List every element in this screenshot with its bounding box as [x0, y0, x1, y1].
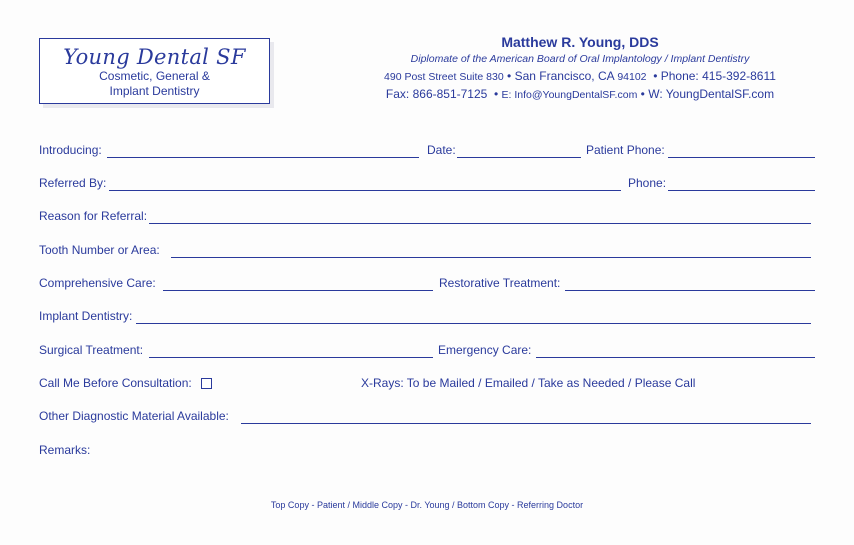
phone-label: Phone:: [628, 176, 667, 190]
phone-field[interactable]: [668, 190, 815, 191]
introducing-field[interactable]: [107, 157, 419, 158]
date-field[interactable]: [457, 157, 581, 158]
tooth-field[interactable]: [171, 257, 811, 258]
reason-label: Reason for Referral:: [39, 209, 148, 223]
surgical-treatment-field[interactable]: [149, 357, 433, 358]
call-me-label: Call Me Before Consultation:: [39, 376, 192, 390]
surgical-treatment-label: Surgical Treatment:: [39, 343, 144, 357]
address-line: [370, 68, 790, 86]
logo-tagline-2: Implant Dentistry: [109, 84, 200, 98]
logo-box: [39, 38, 270, 104]
comprehensive-care-label: Comprehensive Care:: [39, 276, 156, 290]
call-me-checkbox[interactable]: [201, 378, 212, 389]
street-address: 490 Post Street Suite 830: [384, 71, 504, 83]
fax-number: Fax: 866-851-7125: [385, 87, 488, 101]
form-row-comprehensive: [39, 276, 819, 294]
introducing-label: Introducing:: [39, 143, 102, 157]
doctor-name: Matthew R. Young, DDS: [501, 34, 659, 50]
form-row-remarks: [39, 443, 819, 461]
logo-tagline-1: Cosmetic, General &: [99, 69, 210, 83]
bullet-separator: •: [507, 69, 512, 83]
patient-phone-label: Patient Phone:: [586, 143, 665, 157]
diploma-line: Diplomate of the American Board of Oral Implantology / Implant Dentistry: [410, 53, 750, 65]
emergency-care-label: Emergency Care:: [438, 343, 532, 357]
logo-name: Young Dental SF: [63, 45, 246, 69]
other-diagnostic-field[interactable]: [241, 423, 811, 424]
implant-dentistry-field[interactable]: [136, 323, 811, 324]
date-label: Date:: [427, 143, 456, 157]
bullet-separator: •: [653, 69, 658, 83]
form-row-call-me: [39, 376, 819, 394]
form-row-reason: [39, 209, 819, 227]
emergency-care-field[interactable]: [536, 357, 815, 358]
bullet-separator: •: [494, 87, 499, 101]
restorative-treatment-field[interactable]: [565, 290, 815, 291]
form-row-implant: [39, 309, 819, 327]
city-state: San Francisco, CA: [514, 69, 614, 83]
xrays-text: X-Rays: To be Mailed / Emailed / Take as Needed / Please Call: [361, 376, 696, 390]
phone-number: Phone: 415-392-8611: [660, 69, 776, 83]
bullet-separator: •: [640, 87, 645, 101]
zip-code: 94102: [617, 71, 647, 83]
restorative-treatment-label: Restorative Treatment:: [439, 276, 561, 290]
other-diagnostic-label: Other Diagnostic Material Available:: [39, 409, 229, 423]
comprehensive-care-field[interactable]: [163, 290, 433, 291]
form-row-introducing: [39, 143, 819, 161]
tooth-label: Tooth Number or Area:: [39, 243, 160, 257]
implant-dentistry-label: Implant Dentistry:: [39, 309, 133, 323]
website: W: YoungDentalSF.com: [648, 87, 775, 101]
email-address: E: Info@YoungDentalSF.com: [501, 89, 638, 101]
referred-by-label: Referred By:: [39, 176, 107, 190]
remarks-label: Remarks:: [39, 443, 91, 457]
form-row-tooth: [39, 243, 819, 261]
form-row-surgical: [39, 343, 819, 361]
form-row-referred-by: [39, 176, 819, 194]
form-row-other: [39, 409, 819, 427]
contact-line: [370, 86, 790, 104]
reason-field[interactable]: [149, 223, 811, 224]
patient-phone-field[interactable]: [668, 157, 815, 158]
practice-header: [370, 34, 790, 104]
copy-distribution-footer: Top Copy - Patient / Middle Copy - Dr. Young / Bottom Copy - Referring Doctor: [270, 500, 584, 510]
referred-by-field[interactable]: [109, 190, 621, 191]
